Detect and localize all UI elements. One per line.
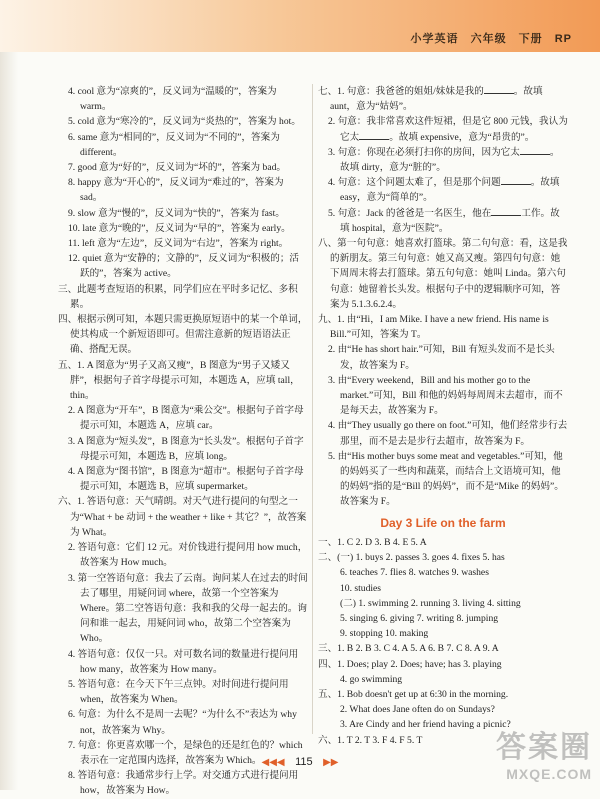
answer-blank [501, 175, 531, 185]
section-8-answer: 八、第一句句意：她喜欢打篮球。第二句句意：看，这是我的新朋友。第三句句意：她又高又瘦。第四句句意：她下周周末将去打篮球。第五句句意：她叫 Linda。第六句句意：她留着长头发。根据句子中的逻辑顺序可知，答案为 5.1.3.6.2.4。 [318, 238, 568, 310]
day3-line: 一、1. C 2. D 3. B 4. E 5. A [318, 536, 427, 548]
site-watermark [496, 722, 592, 782]
edition-label: RP [554, 33, 572, 45]
day3-line: 六、1. T 2. T 3. F 4. F 5. T [318, 734, 423, 746]
answer-line: 4. 答语句意：仅仅一只。对可数名词的数量进行提问用 how many，故答案为 How many。 [68, 648, 299, 675]
answer-line: 5. cold 意为“寒冷的”，反义词为“炎热的”，答案为 hot。 [68, 116, 301, 128]
day3-line: 三、1. B 2. B 3. C 4. A 5. A 6. B 7. C 8. A 9. A [318, 643, 499, 655]
answer-line: 8. happy 意为“开心的”，反义词为“难过的”，答案为 sad。 [68, 177, 284, 204]
subject-label: 小学英语 [410, 33, 459, 45]
term-label: 下册 [518, 33, 543, 45]
answer-line: 2. A 图意为“开车”，B 图意为“乘公交”。根据句子首字母提示可知，本题选 A，应填 car。 [68, 405, 304, 432]
grade-label: 六年级 [470, 33, 507, 45]
section-7-item: 5. 句意：Jack 的爸爸是一名医生，他在 工作。故填 hospital，意为“医院”。 [328, 207, 560, 234]
answer-blank [484, 84, 514, 94]
section-4-answer: 四、根据示例可知，本题只需更换原短语中的某一个单词，使其构成一个新短语即可。但需注意新的短语语法正确、搭配无误。 [58, 314, 308, 356]
day3-line: 3. Are Cindy and her friend having a picnic? [340, 719, 511, 731]
section-5-answer: 五、1. A 图意为“男子又高又瘦”，B 图意为“男子又矮又胖”，根据句子首字母提示可知，本题选 A，应填 tall，thin。 [58, 359, 300, 402]
answer-line: 11. left 意为“左边”，反义词为“右边”，答案为 right。 [68, 238, 289, 250]
day3-line: 6. teaches 7. flies 8. watches 9. washes [340, 567, 489, 579]
answer-blank [520, 145, 550, 155]
answer-line: 10. late 意为“晚的”，反义词为“早的”，答案为 early。 [68, 222, 291, 234]
left-column [58, 84, 308, 799]
prev-arrows-icon: ◀◀◀ [261, 757, 285, 768]
answer-line: 7. good 意为“好的”，反义词为“坏的”，答案为 bad。 [68, 162, 286, 174]
day3-line: 2. What does Jane often do on Sundays? [340, 704, 495, 716]
answer-line: 5. 答语句意：在今天下午三点钟。对时间进行提问用 when，故答案为 When。 [68, 678, 289, 706]
answer-line: 4. cool 意为“凉爽的”，反义词为“温暖的”，答案为 warm。 [68, 86, 277, 113]
answer-line: 2. 答语句意：它们 12 元。对价钱进行提问用 how much，故答案为 How much。 [68, 542, 308, 569]
day-section-title: Day 3 Life on the farm [380, 515, 506, 530]
day3-line: (二) 1. swimming 2. running 3. living 4. sitting [340, 597, 521, 609]
section-9-item: 5. 由“His mother buys some meat and vegetables.”可知，他的妈妈买了一些肉和蔬菜，而结合上文语境可知，他的妈妈”指的是“Bill 的妈妈”，而不是“Mike 的妈妈”。故答案为 F。 [328, 450, 564, 508]
answer-blank [491, 206, 521, 216]
day3-line: 二、(一) 1. buys 2. passes 3. goes 4. fixes 5. has [318, 552, 505, 564]
answer-line: 8. 答语句意：我通常步行上学。对交通方式进行提问用 how，故答案为 How。 [68, 770, 299, 797]
section-3-answer: 三、此题考查短语的积累，同学们应在平时多记忆、多积累。 [58, 283, 298, 310]
next-arrows-icon: ▶▶ [323, 757, 339, 768]
section-7-item: 2. 句意：我非常喜欢这件短裙，但是它 800 元钱，我认为它太 。故填 expensive，意为“昂贵的”。 [328, 116, 568, 143]
section-7-item: 3. 句意：你现在必须打扫你的房间，因为它太 。故填 dirty，意为“脏的”。 [328, 146, 560, 174]
section-6-answer: 六、1. 答语句意：天气晴朗。对天气进行提问的句型之一为“What + be 动词 + the weather + like + 其它？”，故答案为 What。 [58, 496, 307, 538]
section-9-item: 2. 由“He has short hair.”可知，Bill 有短头发而不是长头发，故答案为 F。 [328, 344, 555, 371]
section-9-item: 3. 由“Every weekend，Bill and his mother go to the market.”可知，Bill 和他的妈妈每周周末去超市，而不是每天去，故答案为 F。 [328, 374, 563, 417]
answer-line: 3. A 图意为“短头发”，B 图意为“长头发”。根据句子首字母提示可知，本题选 B，应填 long。 [68, 435, 304, 462]
section-9-item: 4. 由“They usually go there on foot.”可知，他们经常步行去那里，而不是去是步行去超市，故答案为 F。 [328, 420, 568, 447]
answer-blank [359, 130, 389, 140]
answer-line: 12. quiet 意为“安静的；文静的”，反义词为“积极的；活跃的”，答案为 active。 [68, 253, 300, 280]
book-label [403, 30, 572, 46]
page-number: 115 [295, 756, 313, 768]
day3-line: 四、1. Does; play 2. Does; have; has 3. playing [318, 658, 502, 670]
right-column [318, 84, 568, 748]
page-binding-shadow [0, 0, 18, 790]
day3-line: 9. stopping 10. making [340, 628, 429, 640]
day3-line: 4. go swimming [340, 673, 403, 685]
day3-line: 五、1. Bob doesn't get up at 6:30 in the morning. [318, 688, 509, 700]
answer-line: 7. 句意：你更喜欢哪一个，是绿色的还是红色的？which 表示在一定范围内选择，故答案为 Which。 [68, 739, 303, 766]
section-7-item: 七、1. 句意：我爸爸的姐姐/妹妹是我的 。故填 aunt，意为“姑妈”。 [318, 86, 543, 113]
section-9-item: 九、1. 由“Hi，I am Mike. I have a new friend. His name is Bill.”可知，答案为 T。 [318, 314, 549, 341]
column-divider [312, 84, 313, 734]
answer-line: 4. A 图意为“图书馆”，B 图意为“超市”。根据句子首字母提示可知，本题选 B，应填 supermarket。 [68, 466, 304, 493]
day3-line: 5. singing 6. giving 7. writing 8. jumping [340, 612, 499, 624]
watermark-logo-text: 答案圈 [496, 731, 592, 764]
section-7-item: 4. 句意：这个问题太难了，但是那个问题 。故填 easy，意为“简单的”。 [328, 177, 560, 204]
day3-line: 10. studies [340, 582, 382, 594]
answer-line: 6. same 意为“相同的”，反义词为“不同的”，答案为 different。 [68, 131, 280, 158]
watermark-url: MXQE.COM [506, 766, 592, 782]
answer-line: 6. 句意：为什么不是周一去呢？“为什么不”表达为 why not，故答案为 Why。 [68, 709, 297, 736]
answer-line: 9. slow 意为“慢的”，反义词为“快的”，答案为 fast。 [68, 207, 285, 219]
answer-line: 3. 第一空答语句意：我去了云南。询问某人在过去的时间去了哪里，用疑问词 where，故第一个空答案为 Where。第二空答语句意：我和我的父母一起去的。询问和谁一起去，用疑问词 who，故第二个空答案为 Who。 [68, 572, 308, 645]
